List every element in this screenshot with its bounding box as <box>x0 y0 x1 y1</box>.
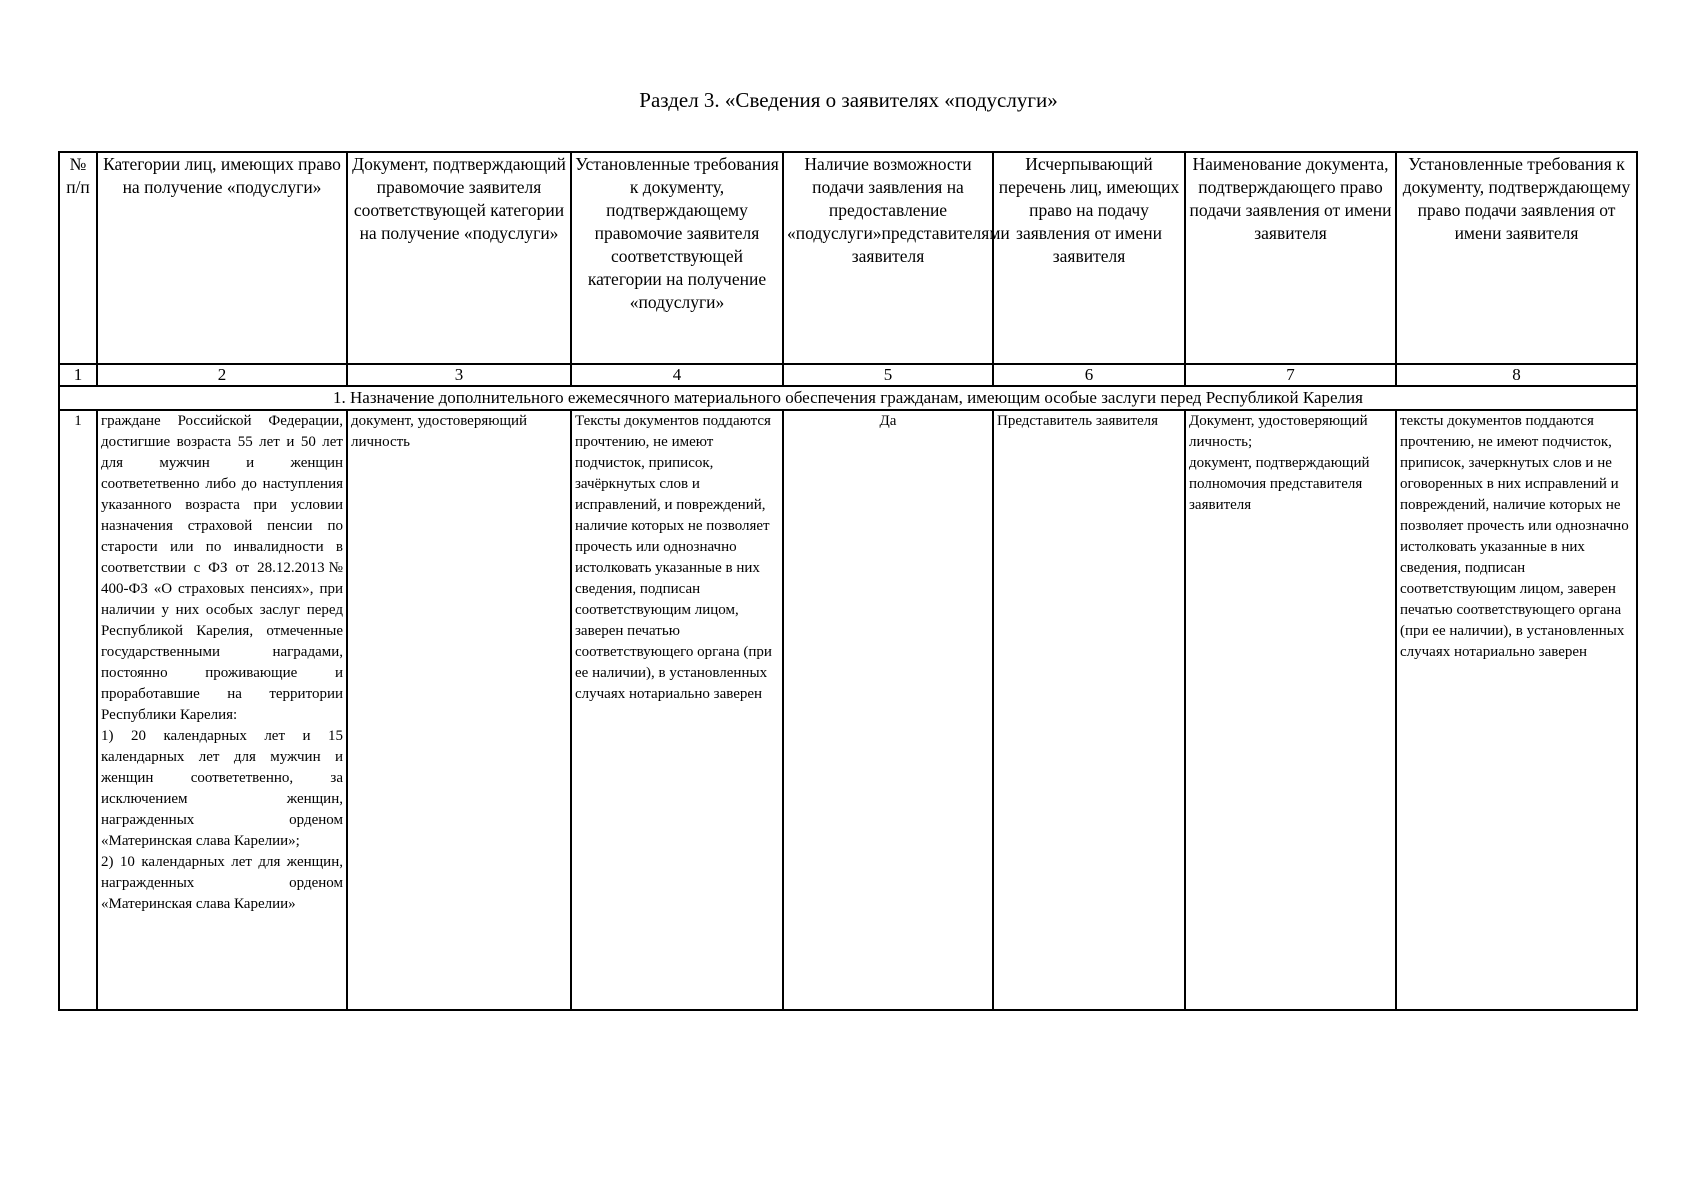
header-cell-representative-possible: Наличие возможности подачи заявления на предоставление «подуслуги»представителями заявителя <box>783 152 993 364</box>
applicants-table <box>58 151 1638 1011</box>
representatives-cell: Представитель заявителя <box>993 410 1185 1010</box>
column-number: 8 <box>1396 364 1637 386</box>
category-cell <box>97 410 347 1010</box>
document-cell: документ, удостоверяющий личность <box>347 410 571 1010</box>
table-row <box>59 410 1637 1010</box>
column-number: 7 <box>1185 364 1396 386</box>
document-requirements-cell: Тексты документов поддаются прочтению, не имеют подчисток, приписок, зачёркнутых слов и исправлений, и повреждений, наличие которых не позволяет прочесть или однозначно истолковать указанные в них сведения, подписан соответствующим лицом, заверен печатью соответствующего органа (при ее наличии), в установленных случаях нотариально заверен <box>571 410 783 1010</box>
row-number: 1 <box>59 410 97 1010</box>
header-cell-number: № п/п <box>59 152 97 364</box>
column-number: 5 <box>783 364 993 386</box>
header-cell-representative-requirements: Установленные требования к документу, подтверждающему право подачи заявления от имени заявителя <box>1396 152 1637 364</box>
header-row <box>59 152 1637 364</box>
section-heading: 1. Назначение дополнительного ежемесячного материального обеспечения гражданам, имеющим особые заслуги перед Республикой Карелия <box>59 386 1637 410</box>
page-title: Раздел 3. «Сведения о заявителях «подуслуги» <box>639 88 1058 112</box>
header-cell-representatives: Исчерпывающий перечень лиц, имеющих право на подачу заявления от имени заявителя <box>993 152 1185 364</box>
column-number: 6 <box>993 364 1185 386</box>
column-number: 2 <box>97 364 347 386</box>
header-cell-document: Документ, подтверждающий правомочие заявителя соответствующей категории на получение «подуслуги» <box>347 152 571 364</box>
column-number: 1 <box>59 364 97 386</box>
representative-document-text: Документ, удостоверяющий личность; документ, подтверждающий полномочия представителя заявителя <box>1189 413 1370 513</box>
column-number-row <box>59 364 1637 386</box>
column-number: 4 <box>571 364 783 386</box>
header-cell-document-requirements: Установленные требования к документу, подтверждающему правомочие заявителя соответствующей категории на получение «подуслуги» <box>571 152 783 364</box>
header-cell-categories: Категории лиц, имеющих право на получение «подуслуги» <box>97 152 347 364</box>
column-number: 3 <box>347 364 571 386</box>
representative-document-cell <box>1185 410 1396 1010</box>
header-cell-representative-document: Наименование документа, подтверждающего право подачи заявления от имени заявителя <box>1185 152 1396 364</box>
representative-requirements-cell: тексты документов поддаются прочтению, не имеют подчисток, приписок, зачеркнутых слов и не оговоренных в них исправлений и повреждений, наличие которых не позволяет прочесть или однозначно истолковать указанные в них сведения, подписан соответствующим лицом, заверен печатью соответствующего органа (при ее наличии), в установленных случаях нотариально заверен <box>1396 410 1637 1010</box>
category-text: граждане Российской Федерации, достигшие возраста 55 лет и 50 лет для мужчин и женщин соответетвенно либо до наступления указанного возраста при условии назначения страховой пенсии по старости или по инвалидности в соответствии с ФЗ от 28.12.2013№ 400-ФЗ «О страховых пенсиях», при наличии у них особых заслуг перед Республикой Карелия, отмеченные государственными наградами, постоянно проживающие и проработавшие на территории Республики Карелия: 1) 20 календарных лет и 15 календарных лет для мужчин и женщин соответетвенно, за исключением женщин, награжденных орденом «Материнская слава Карелии»; 2) 10 календарных лет для женщин, награжденных орденом «Материнская слава Карелии» <box>101 413 343 912</box>
section-heading-row <box>59 386 1637 410</box>
representative-possible-cell: Да <box>783 410 993 1010</box>
